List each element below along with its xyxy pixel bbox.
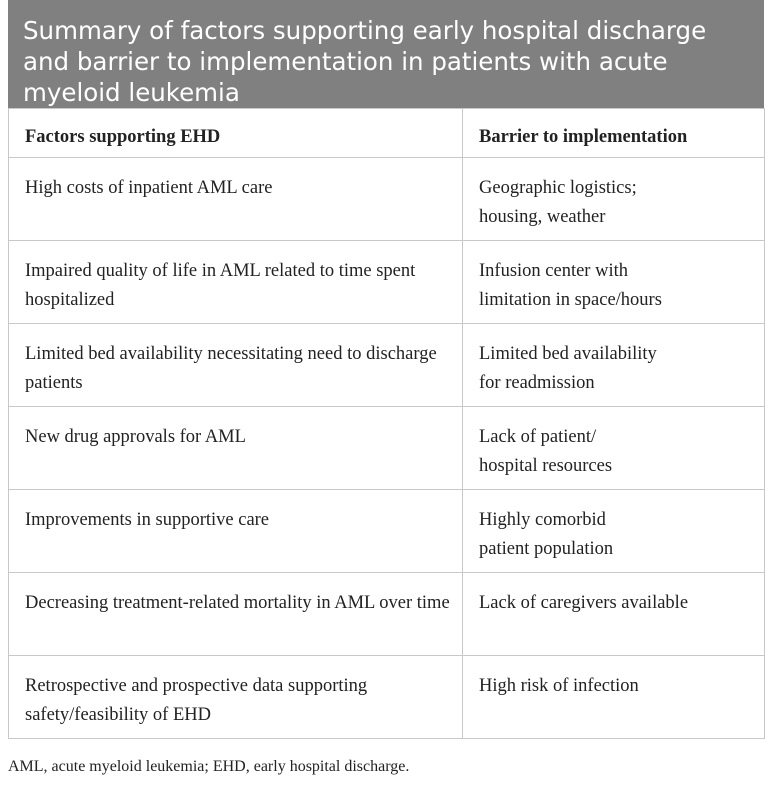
header-row xyxy=(9,109,765,158)
barrier-cell xyxy=(463,407,765,490)
factor-cell: New drug approvals for AML xyxy=(9,407,463,490)
barrier-line: Highly comorbid xyxy=(479,510,606,530)
barrier-line: High risk of infection xyxy=(479,676,639,696)
table-row xyxy=(9,241,765,324)
barrier-line: hospital resources xyxy=(479,456,613,476)
barrier-line: patient population xyxy=(479,539,614,559)
factor-cell: High costs of inpatient AML care xyxy=(9,158,463,241)
factor-cell: Improvements in supportive care xyxy=(9,490,463,573)
barrier-line: Lack of caregivers available xyxy=(479,593,689,613)
barrier-cell xyxy=(463,573,765,656)
barrier-line: limitation in space/hours xyxy=(479,290,662,310)
table-row xyxy=(9,490,765,573)
summary-table-figure xyxy=(8,0,764,739)
barrier-cell xyxy=(463,324,765,407)
table-title: Summary of factors supporting early hospital discharge and barrier to implementation in patients with acute myeloid leukemia xyxy=(8,0,764,108)
barrier-line: Lack of patient/ xyxy=(479,427,597,447)
barrier-cell xyxy=(463,656,765,739)
barrier-line: housing, weather xyxy=(479,207,606,227)
table-row xyxy=(9,407,765,490)
factor-cell: Retrospective and prospective data supporting safety/feasibility of EHD xyxy=(9,656,463,739)
barrier-cell xyxy=(463,158,765,241)
table-row xyxy=(9,158,765,241)
barrier-line: Geographic logistics; xyxy=(479,178,637,198)
factor-cell: Impaired quality of life in AML related to time spent hospitalized xyxy=(9,241,463,324)
table-row xyxy=(9,324,765,407)
barrier-line: Infusion center with xyxy=(479,261,628,281)
column-header-factors: Factors supporting EHD xyxy=(9,109,463,158)
table-footnote: AML, acute myeloid leukemia; EHD, early hospital discharge. xyxy=(8,758,410,775)
table-row xyxy=(9,573,765,656)
factor-cell: Decreasing treatment-related mortality in AML over time xyxy=(9,573,463,656)
factors-table xyxy=(8,108,765,739)
barrier-cell xyxy=(463,490,765,573)
column-header-barrier: Barrier to implementation xyxy=(463,109,765,158)
factor-cell: Limited bed availability necessitating need to discharge patients xyxy=(9,324,463,407)
barrier-line: for readmission xyxy=(479,373,595,393)
barrier-line: Limited bed availability xyxy=(479,344,657,364)
table-row xyxy=(9,656,765,739)
barrier-cell xyxy=(463,241,765,324)
